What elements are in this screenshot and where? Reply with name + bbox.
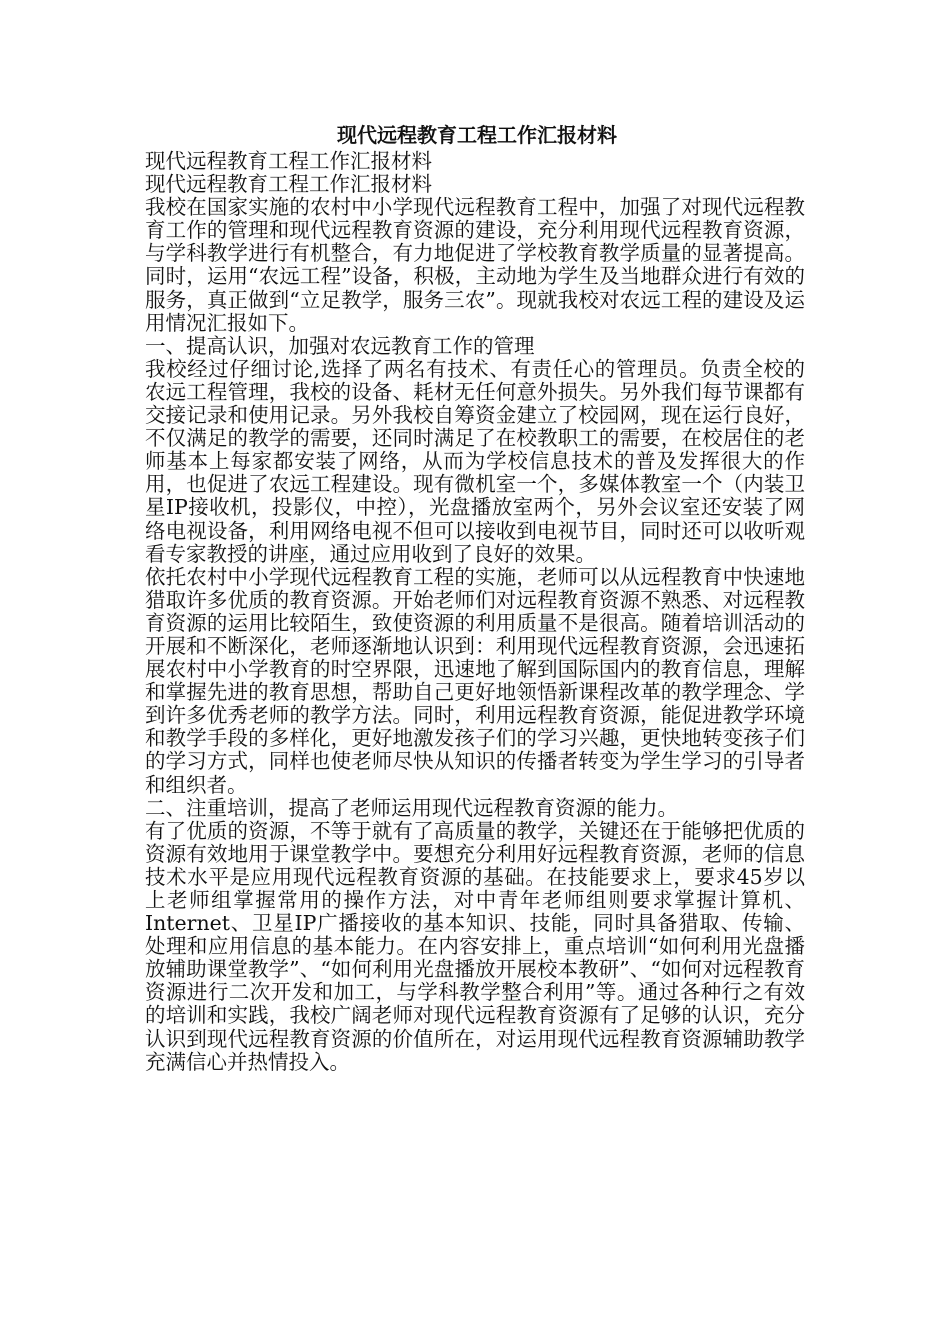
section-heading-1: 一、提高认识，加强对农远教育工作的管理 (145, 333, 535, 358)
section-2-paragraph-1: 有了优质的资源，不等于就有了高质量的教学，关键还在于能够把优质的资源有效地用于课堂教学中。要想充分利用好远程教育资源，老师的信息技术水平是应用现代远程教育资源的基础。在技能要求上，要求45岁以上老师组掌握常用的操作方法，对中青年老师组则要求掌握计算机、Internet、卫星IP广播接收的基本知识、技能，同时具备猎取、传输、处理和应用信息的基本能力。在内容安排上，重点培训“如何利用光盘播放辅助课堂教学”、“如何利用光盘播放开展校本教研”、“如何对远程教育资源进行二次开发和加工，与学科教学整合利用”等。通过各种行之有效的培训和实践，我校广阔老师对现代远程教育资源有了足够的认识，充分认识到现代远程教育资源的价值所在，对运用现代远程教育资源辅助教学充满信心并热情投入。 (145, 818, 805, 1074)
section-heading-2: 二、注重培训，提高了老师运用现代远程教育资源的能力。 (145, 795, 678, 820)
document-subtitle-1: 现代远程教育工程工作汇报材料 (145, 149, 432, 173)
intro-paragraph: 我校在国家实施的农村中小学现代远程教育工程中，加强了对现代远程教育工作的管理和现代远程教育资源的建设，充分利用现代远程教育资源，与学科教学进行有机整合，有力地促进了学校教育教学质量的显著提高。同时，运用“农远工程”设备，积极，主动地为学生及当地群众进行有效的服务，真正做到“立足教学，服务三农”。现就我校对农远工程的建设及运用情况汇报如下。 (145, 195, 805, 335)
section-1-paragraph-2: 依托农村中小学现代远程教育工程的实施，老师可以从远程教育中快速地猎取许多优质的教育资源。开始老师们对远程教育资源不熟悉、对远程教育资源的运用比较陌生，致使资源的利用质量不是很高。随着培训活动的开展和不断深化，老师逐渐地认识到：利用现代远程教育资源，会迅速拓展农村中小学教育的时空界限，迅速地了解到国际国内的教育信息，理解和掌握先进的教育思想，帮助自己更好地领悟新课程改革的教学理念、学到许多优秀老师的教学方法。同时，利用远程教育资源，能促进教学环境和教学手段的多样化，更好地激发孩子们的学习兴趣，更快地转变孩子们的学习方式，同样也使老师尽快从知识的传播者转变为学生学习的引导者和组织者。 (145, 564, 805, 797)
section-1-paragraph-1: 我校经过仔细讨论,选择了两名有技术、有责任心的管理员。负责全校的农远工程管理，我校的设备、耗材无任何意外损失。另外我们每节课都有交接记录和使用记录。另外我校自筹资金建立了校园网，现在运行良好，不仅满足的教学的需要，还同时满足了在校教职工的需要，在校居住的老师基本上每家都安装了网络，从而为学校信息技术的普及发挥很大的作用，也促进了农远工程建设。现有微机室一个，多媒体教室一个（内装卫星IP接收机，投影仪，中控），光盘播放室两个，另外会议室还安装了网络电视设备，利用网络电视不但可以接收到电视节目，同时还可以收听观看专家教授的讲座，通过应用收到了良好的效果。 (145, 356, 805, 566)
document-title: 现代远程教育工程工作汇报材料 (337, 123, 617, 147)
document-page (145, 122, 805, 1074)
document-subtitle-2: 现代远程教育工程工作汇报材料 (145, 172, 432, 197)
